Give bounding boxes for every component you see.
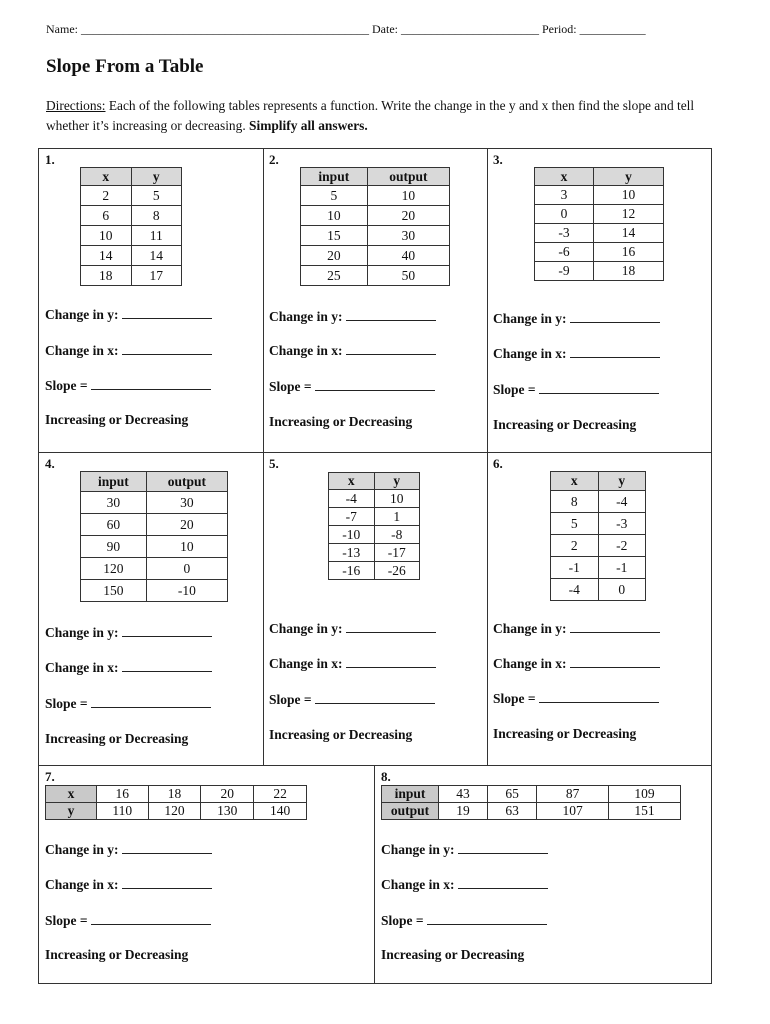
table-cell: 14 xyxy=(131,246,182,266)
row-header: y xyxy=(46,803,97,820)
prompt-label: Slope = xyxy=(269,379,312,394)
table-cell: 17 xyxy=(131,266,182,286)
grid-row-divider-2 xyxy=(38,765,712,766)
column-header: x xyxy=(535,168,594,186)
prompt-label: Change in y: xyxy=(269,309,343,324)
grid-top-border xyxy=(38,148,712,149)
table-cell: 16 xyxy=(594,243,664,262)
answer-blank[interactable] xyxy=(122,624,212,637)
table-cell: -2 xyxy=(598,535,646,557)
table-cell: 130 xyxy=(201,803,254,820)
problem-number: 4. xyxy=(45,456,55,471)
column-header: output xyxy=(146,472,227,492)
increasing-decreasing-prompt: Increasing or Decreasing xyxy=(493,726,637,741)
change-in-x-prompt xyxy=(269,342,436,359)
prompt-label: Change in x: xyxy=(493,346,567,361)
answer-blank[interactable] xyxy=(346,620,436,633)
change-in-y-prompt xyxy=(381,841,548,858)
directions-emphasis: Simplify all answers. xyxy=(249,118,368,133)
value-table xyxy=(300,167,450,286)
table-cell: -10 xyxy=(329,526,375,544)
table-cell: 2 xyxy=(81,186,132,206)
slope-prompt xyxy=(45,377,211,394)
change-in-y-prompt xyxy=(45,624,212,641)
row-header: output xyxy=(382,803,439,820)
table-cell: 14 xyxy=(81,246,132,266)
answer-blank[interactable] xyxy=(91,695,211,708)
answer-blank[interactable] xyxy=(346,342,436,355)
prompt-label: Change in x: xyxy=(381,877,455,892)
problem-number: 3. xyxy=(493,152,503,167)
change-in-y-prompt xyxy=(269,308,436,325)
table-cell: -6 xyxy=(535,243,594,262)
table-cell: -8 xyxy=(374,526,420,544)
table-cell: 43 xyxy=(439,786,488,803)
table-cell: 5 xyxy=(551,513,599,535)
value-table xyxy=(381,785,681,820)
grid-right-border xyxy=(711,148,712,984)
column-header: y xyxy=(594,168,664,186)
answer-blank[interactable] xyxy=(315,378,435,391)
table-cell: 18 xyxy=(148,786,201,803)
change-in-y-prompt xyxy=(45,841,212,858)
table-cell: 5 xyxy=(301,186,368,206)
table-cell: 90 xyxy=(81,536,147,558)
answer-blank[interactable] xyxy=(122,876,212,889)
table-cell: -3 xyxy=(535,224,594,243)
table-cell: -4 xyxy=(329,490,375,508)
table-cell: 40 xyxy=(367,246,449,266)
problem-number: 6. xyxy=(493,456,503,471)
column-header: x xyxy=(329,473,375,490)
table-cell: -4 xyxy=(551,579,599,601)
prompt-label: Change in x: xyxy=(45,877,119,892)
prompt-label: Slope = xyxy=(493,382,536,397)
answer-blank[interactable] xyxy=(122,306,212,319)
table-cell: -4 xyxy=(598,491,646,513)
answer-blank[interactable] xyxy=(570,620,660,633)
table-cell: 22 xyxy=(254,786,307,803)
table-cell: 150 xyxy=(81,580,147,602)
row-header: x xyxy=(46,786,97,803)
value-table xyxy=(328,472,420,580)
table-cell: 20 xyxy=(301,246,368,266)
slope-prompt xyxy=(45,695,211,712)
directions-text: Each of the following tables represents a function. Write the change in the y and x then find the slope and tell whether it’s increasing or decreasing. xyxy=(46,98,695,133)
prompt-label: Change in x: xyxy=(269,343,343,358)
answer-blank[interactable] xyxy=(91,912,211,925)
table-cell: 20 xyxy=(146,514,227,536)
problem-number: 5. xyxy=(269,456,279,471)
answer-blank[interactable] xyxy=(346,308,436,321)
increasing-decreasing-prompt: Increasing or Decreasing xyxy=(45,947,189,962)
increasing-decreasing-prompt: Increasing or Decreasing xyxy=(45,412,189,427)
change-in-x-prompt xyxy=(45,342,212,359)
grid-left-border xyxy=(38,148,39,984)
table-cell: 107 xyxy=(537,803,609,820)
table-cell: 87 xyxy=(537,786,609,803)
prompt-label: Change in y: xyxy=(45,307,119,322)
table-cell: 11 xyxy=(131,226,182,246)
table-cell: -1 xyxy=(551,557,599,579)
prompt-label: Change in y: xyxy=(493,311,567,326)
slope-prompt xyxy=(269,378,435,395)
prompt-label: Change in y: xyxy=(493,621,567,636)
table-cell: 65 xyxy=(488,786,537,803)
problem-number: 1. xyxy=(45,152,55,167)
change-in-x-prompt xyxy=(45,876,212,893)
prompt-label: Change in y: xyxy=(269,621,343,636)
column-header: output xyxy=(367,168,449,186)
value-table xyxy=(550,471,646,601)
column-header: x xyxy=(551,472,599,491)
answer-blank[interactable] xyxy=(458,841,548,854)
value-table xyxy=(80,471,228,602)
table-cell: 0 xyxy=(598,579,646,601)
prompt-label: Change in y: xyxy=(45,842,119,857)
directions-label: Directions: xyxy=(46,98,106,113)
slope-prompt xyxy=(269,691,435,708)
answer-blank[interactable] xyxy=(427,912,547,925)
student-info-line: Name: ________________________________________________ Date: _______________________ Period: ___________ xyxy=(46,22,646,36)
table-cell: 6 xyxy=(81,206,132,226)
table-cell: 151 xyxy=(609,803,681,820)
grid-col-divider-a xyxy=(263,148,264,765)
prompt-label: Slope = xyxy=(381,913,424,928)
table-cell: -16 xyxy=(329,562,375,580)
table-cell: 1 xyxy=(374,508,420,526)
answer-blank[interactable] xyxy=(91,377,211,390)
column-header: y xyxy=(598,472,646,491)
column-header: x xyxy=(81,168,132,186)
table-cell: 110 xyxy=(97,803,149,820)
table-cell: 10 xyxy=(81,226,132,246)
table-cell: 16 xyxy=(97,786,149,803)
table-cell: 8 xyxy=(131,206,182,226)
answer-blank[interactable] xyxy=(458,876,548,889)
table-cell: 120 xyxy=(81,558,147,580)
table-cell: 140 xyxy=(254,803,307,820)
prompt-label: Change in x: xyxy=(493,656,567,671)
table-cell: 50 xyxy=(367,266,449,286)
answer-blank[interactable] xyxy=(539,381,659,394)
directions xyxy=(46,96,736,136)
answer-blank[interactable] xyxy=(539,690,659,703)
grid-row-divider-1 xyxy=(38,452,712,453)
table-cell: -7 xyxy=(329,508,375,526)
problem-number: 2. xyxy=(269,152,279,167)
table-cell: 20 xyxy=(367,206,449,226)
prompt-label: Change in x: xyxy=(45,660,119,675)
value-table xyxy=(534,167,664,281)
column-header: y xyxy=(374,473,420,490)
answer-blank[interactable] xyxy=(122,659,212,672)
slope-prompt xyxy=(45,912,211,929)
change-in-y-prompt xyxy=(493,310,660,327)
table-cell: 5 xyxy=(131,186,182,206)
value-table xyxy=(45,785,307,820)
table-cell: 30 xyxy=(367,226,449,246)
grid-col-divider-b xyxy=(487,148,488,765)
increasing-decreasing-prompt: Increasing or Decreasing xyxy=(493,417,637,432)
answer-blank[interactable] xyxy=(315,691,435,704)
table-cell: 120 xyxy=(148,803,201,820)
grid-bottom-border xyxy=(38,983,712,984)
table-cell: 109 xyxy=(609,786,681,803)
table-cell: 10 xyxy=(146,536,227,558)
table-cell: 0 xyxy=(535,205,594,224)
prompt-label: Slope = xyxy=(493,691,536,706)
change-in-y-prompt xyxy=(493,620,660,637)
increasing-decreasing-prompt: Increasing or Decreasing xyxy=(269,727,413,742)
table-cell: 63 xyxy=(488,803,537,820)
row-header: input xyxy=(382,786,439,803)
change-in-y-prompt xyxy=(45,306,212,323)
change-in-y-prompt xyxy=(269,620,436,637)
answer-blank[interactable] xyxy=(570,655,660,668)
problem-number: 8. xyxy=(381,769,391,784)
prompt-label: Change in x: xyxy=(269,656,343,671)
table-cell: 12 xyxy=(594,205,664,224)
table-cell: 30 xyxy=(146,492,227,514)
slope-prompt xyxy=(493,381,659,398)
table-cell: 14 xyxy=(594,224,664,243)
prompt-label: Slope = xyxy=(45,696,88,711)
table-cell: 2 xyxy=(551,535,599,557)
slope-prompt xyxy=(381,912,547,929)
table-cell: 30 xyxy=(81,492,147,514)
grid-col-divider-c xyxy=(374,765,375,983)
problem-number: 7. xyxy=(45,769,55,784)
table-cell: 60 xyxy=(81,514,147,536)
table-cell: 19 xyxy=(439,803,488,820)
table-cell: 18 xyxy=(594,262,664,281)
table-cell: 15 xyxy=(301,226,368,246)
table-cell: 10 xyxy=(594,186,664,205)
answer-blank[interactable] xyxy=(570,310,660,323)
prompt-label: Slope = xyxy=(45,378,88,393)
table-cell: 10 xyxy=(374,490,420,508)
column-header: input xyxy=(81,472,147,492)
table-cell: 10 xyxy=(301,206,368,226)
table-cell: 3 xyxy=(535,186,594,205)
table-cell: -13 xyxy=(329,544,375,562)
table-cell: -9 xyxy=(535,262,594,281)
column-header: y xyxy=(131,168,182,186)
prompt-label: Slope = xyxy=(269,692,312,707)
table-cell: 20 xyxy=(201,786,254,803)
answer-blank[interactable] xyxy=(570,345,660,358)
change-in-x-prompt xyxy=(493,655,660,672)
table-cell: 10 xyxy=(367,186,449,206)
change-in-x-prompt xyxy=(493,345,660,362)
answer-blank[interactable] xyxy=(346,655,436,668)
increasing-decreasing-prompt: Increasing or Decreasing xyxy=(381,947,525,962)
slope-prompt xyxy=(493,690,659,707)
increasing-decreasing-prompt: Increasing or Decreasing xyxy=(269,414,413,429)
prompt-label: Slope = xyxy=(45,913,88,928)
answer-blank[interactable] xyxy=(122,342,212,355)
worksheet-title: Slope From a Table xyxy=(46,56,204,77)
prompt-label: Change in y: xyxy=(381,842,455,857)
change-in-x-prompt xyxy=(381,876,548,893)
change-in-x-prompt xyxy=(269,655,436,672)
increasing-decreasing-prompt: Increasing or Decreasing xyxy=(45,731,189,746)
table-cell: -10 xyxy=(146,580,227,602)
table-cell: -1 xyxy=(598,557,646,579)
table-cell: -26 xyxy=(374,562,420,580)
prompt-label: Change in x: xyxy=(45,343,119,358)
table-cell: 8 xyxy=(551,491,599,513)
value-table xyxy=(80,167,182,286)
prompt-label: Change in y: xyxy=(45,625,119,640)
table-cell: 18 xyxy=(81,266,132,286)
answer-blank[interactable] xyxy=(122,841,212,854)
table-cell: -3 xyxy=(598,513,646,535)
change-in-x-prompt xyxy=(45,659,212,676)
column-header: input xyxy=(301,168,368,186)
table-cell: 25 xyxy=(301,266,368,286)
table-cell: 0 xyxy=(146,558,227,580)
table-cell: -17 xyxy=(374,544,420,562)
